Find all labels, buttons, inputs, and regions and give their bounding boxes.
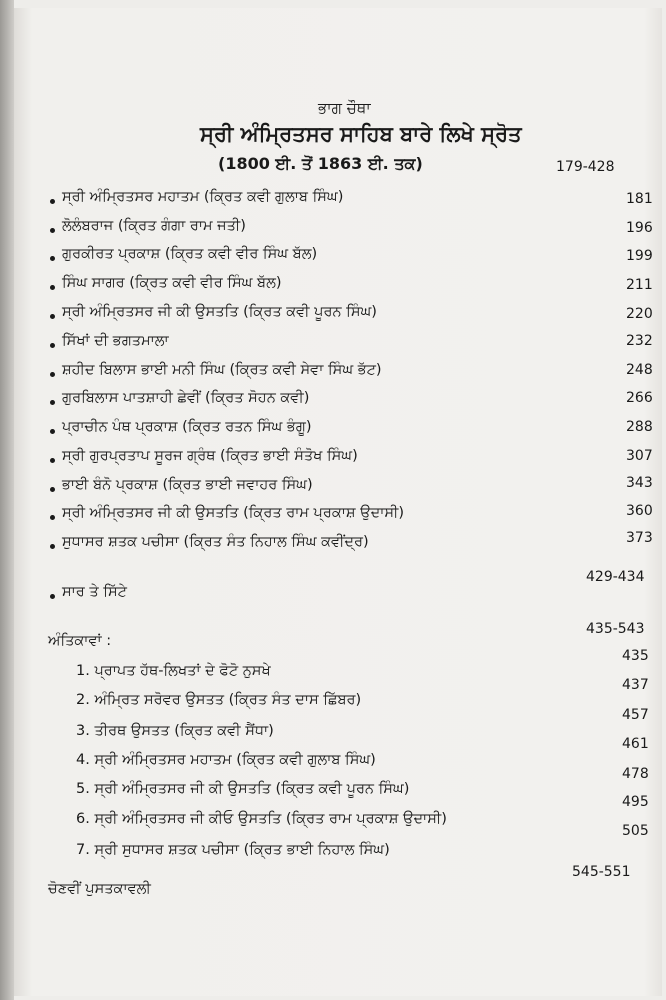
appendices-page-range: 435-543 [586,621,645,637]
list-item: ਭਾਈ ਬੰਨੋ ਪ੍ਰਕਾਸ਼ (ਕ੍ਰਿਤ ਭਾਈ ਜਵਾਹਰ ਸਿੰਘ) [62,477,313,493]
list-item-page: 478 [622,766,649,782]
list-item: 1. ਪ੍ਰਾਪਤ ਹੱਥ-ਲਿਖਤਾਂ ਦੇ ਫੋਟੋ ਨੁਸਖੇ [76,663,271,679]
list-item-page: 457 [622,707,649,723]
bibliography-page-range: 545-551 [572,864,631,880]
list-item-page: 505 [622,823,649,839]
list-item: ਲੋਲੰਬਰਾਜ (ਕ੍ਰਿਤ ਗੰਗਾ ਰਾਮ ਜਤੀ) [62,218,246,234]
list-item: ਸ੍ਰੀ ਗੁਰਪ੍ਰਤਾਪ ਸੂਰਜ ਗ੍ਰੰਥ (ਕ੍ਰਿਤ ਭਾਈ ਸੰਤੋਖ ਸਿੰਘ) [62,448,358,464]
list-item: ਸ੍ਰੀ ਅੰਮ੍ਰਿਤਸਰ ਜੀ ਕੀ ਉਸਤਤਿ (ਕ੍ਰਿਤ ਰਾਮ ਪ੍ਰਕਾਸ਼ ਉਦਾਸੀ) [62,505,405,521]
list-item-page: 373 [626,530,653,546]
list-item-page: 495 [622,794,649,810]
list-item-page: 266 [626,390,653,406]
list-item: 2. ਅੰਮ੍ਰਿਤ ਸਰੋਵਰ ਉਸਤਤ (ਕ੍ਰਿਤ ਸੰਤ ਦਾਸ ਛਿੱਬਰ) [76,692,362,708]
list-item: ਗੁਰਕੀਰਤ ਪ੍ਰਕਾਸ਼ (ਕ੍ਰਿਤ ਕਵੀ ਵੀਰ ਸਿੰਘ ਬੱਲ) [62,246,318,262]
bullet-icon [50,594,55,599]
list-item-page: 461 [622,736,649,752]
bullet-icon [50,199,55,204]
list-item-page: 360 [626,503,653,519]
part-label: ਭਾਗ ਚੌਥਾ [318,99,371,117]
list-item-page: 181 [626,191,653,207]
page-edge-shadow [0,0,14,1000]
bullet-icon [50,458,55,463]
section-page-range: 179-428 [556,159,615,175]
list-item: ਗੁਰਬਿਲਾਸ ਪਾਤਸ਼ਾਹੀ ਛੇਵੀਂ (ਕ੍ਰਿਤ ਸੋਹਨ ਕਵੀ) [62,390,310,406]
list-item: 4. ਸ੍ਰੀ ਅੰਮ੍ਰਿਤਸਰ ਮਹਾਤਮ (ਕ੍ਰਿਤ ਕਵੀ ਗੁਲਾਬ ਸਿੰਘ) [76,752,376,768]
list-item-page: 232 [626,333,653,349]
bullet-icon [50,314,55,319]
bullet-icon [50,285,55,290]
list-item: ਸ੍ਰੀ ਅੰਮ੍ਰਿਤਸਰ ਜੀ ਕੀ ਉਸਤਤਿ (ਕ੍ਰਿਤ ਕਵੀ ਪੂਰਨ ਸਿੰਘ) [62,304,377,320]
summary-entry: ਸਾਰ ਤੇ ਸਿੱਟੇ [62,584,127,600]
list-item: ਸਿੱਖਾਂ ਦੀ ਭਗਤਮਾਲਾ [62,333,169,349]
list-item-page: 196 [626,220,653,236]
list-item-page: 199 [626,248,653,264]
list-item-page: 248 [626,362,653,378]
bullet-icon [50,487,55,492]
section-title: ਸ੍ਰੀ ਅੰਮ੍ਰਿਤਸਰ ਸਾਹਿਬ ਬਾਰੇ ਲਿਖੇ ਸ੍ਰੋਤ [200,122,522,146]
bullet-icon [50,515,55,520]
list-item: 5. ਸ੍ਰੀ ਅੰਮ੍ਰਿਤਸਰ ਜੀ ਕੀ ਉਸਤਤਿ (ਕ੍ਰਿਤ ਕਵੀ ਪੂਰਨ ਸਿੰਘ) [76,781,410,797]
bullet-icon [50,343,55,348]
appendices-heading: ਅੰਤਿਕਾਵਾਂ : [48,633,112,649]
bibliography-entry: ਚੋਣਵੀਂ ਪੁਸਤਕਾਵਲੀ [48,881,151,897]
list-item: 7. ਸ੍ਰੀ ਸੁਧਾਸਰ ਸ਼ਤਕ ਪਚੀਸਾ (ਕ੍ਰਿਤ ਭਾਈ ਨਿਹਾਲ ਸਿੰਘ) [76,842,390,858]
date-range: (1800 ਈ. ਤੋਂ 1863 ਈ. ਤਕ) [218,154,423,173]
list-item: ਸ੍ਰੀ ਅੰਮ੍ਰਿਤਸਰ ਮਹਾਤਮ (ਕ੍ਰਿਤ ਕਵੀ ਗੁਲਾਬ ਸਿੰਘ) [62,189,344,205]
bullet-icon [50,228,55,233]
list-item: 3. ਤੀਰਥ ਉਸਤਤ (ਕ੍ਰਿਤ ਕਵੀ ਸੈਂਧਾ) [76,723,274,739]
summary-page: 429-434 [586,569,645,585]
list-item: 6. ਸ੍ਰੀ ਅੰਮ੍ਰਿਤਸਰ ਜੀ ਕੀਓ ਉਸਤਤਿ (ਕ੍ਰਿਤ ਰਾਮ ਪ੍ਰਕਾਸ਼ ਉਦਾਸੀ) [76,811,447,827]
list-item-page: 220 [626,306,653,322]
list-item: ਪ੍ਰਾਚੀਨ ਪੰਥ ਪ੍ਰਕਾਸ਼ (ਕ੍ਰਿਤ ਰਤਨ ਸਿੰਘ ਭੰਗੂ) [62,419,312,435]
list-item-page: 437 [622,677,649,693]
list-item-page: 307 [626,448,653,464]
bullet-icon [50,544,55,549]
list-item-page: 288 [626,419,653,435]
bullet-icon [50,256,55,261]
bullet-icon [50,372,55,377]
bullet-icon [50,429,55,434]
list-item: ਸੁਧਾਸਰ ਸ਼ਤਕ ਪਚੀਸਾ (ਕ੍ਰਿਤ ਸੰਤ ਨਿਹਾਲ ਸਿੰਘ ਕਵੀਂਦ੍ਰ) [62,534,369,550]
list-item: ਸ਼ਹੀਦ ਬਿਲਾਸ ਭਾਈ ਮਨੀ ਸਿੰਘ (ਕ੍ਰਿਤ ਕਵੀ ਸੇਵਾ ਸਿੰਘ ਭੱਟ) [62,362,382,378]
list-item-page: 435 [622,648,649,664]
list-item-page: 343 [626,475,653,491]
list-item: ਸਿੰਘ ਸਾਗਰ (ਕ੍ਰਿਤ ਕਵੀ ਵੀਰ ਸਿੰਘ ਬੱਲ) [62,275,282,291]
bullet-icon [50,400,55,405]
list-item-page: 211 [626,277,653,293]
